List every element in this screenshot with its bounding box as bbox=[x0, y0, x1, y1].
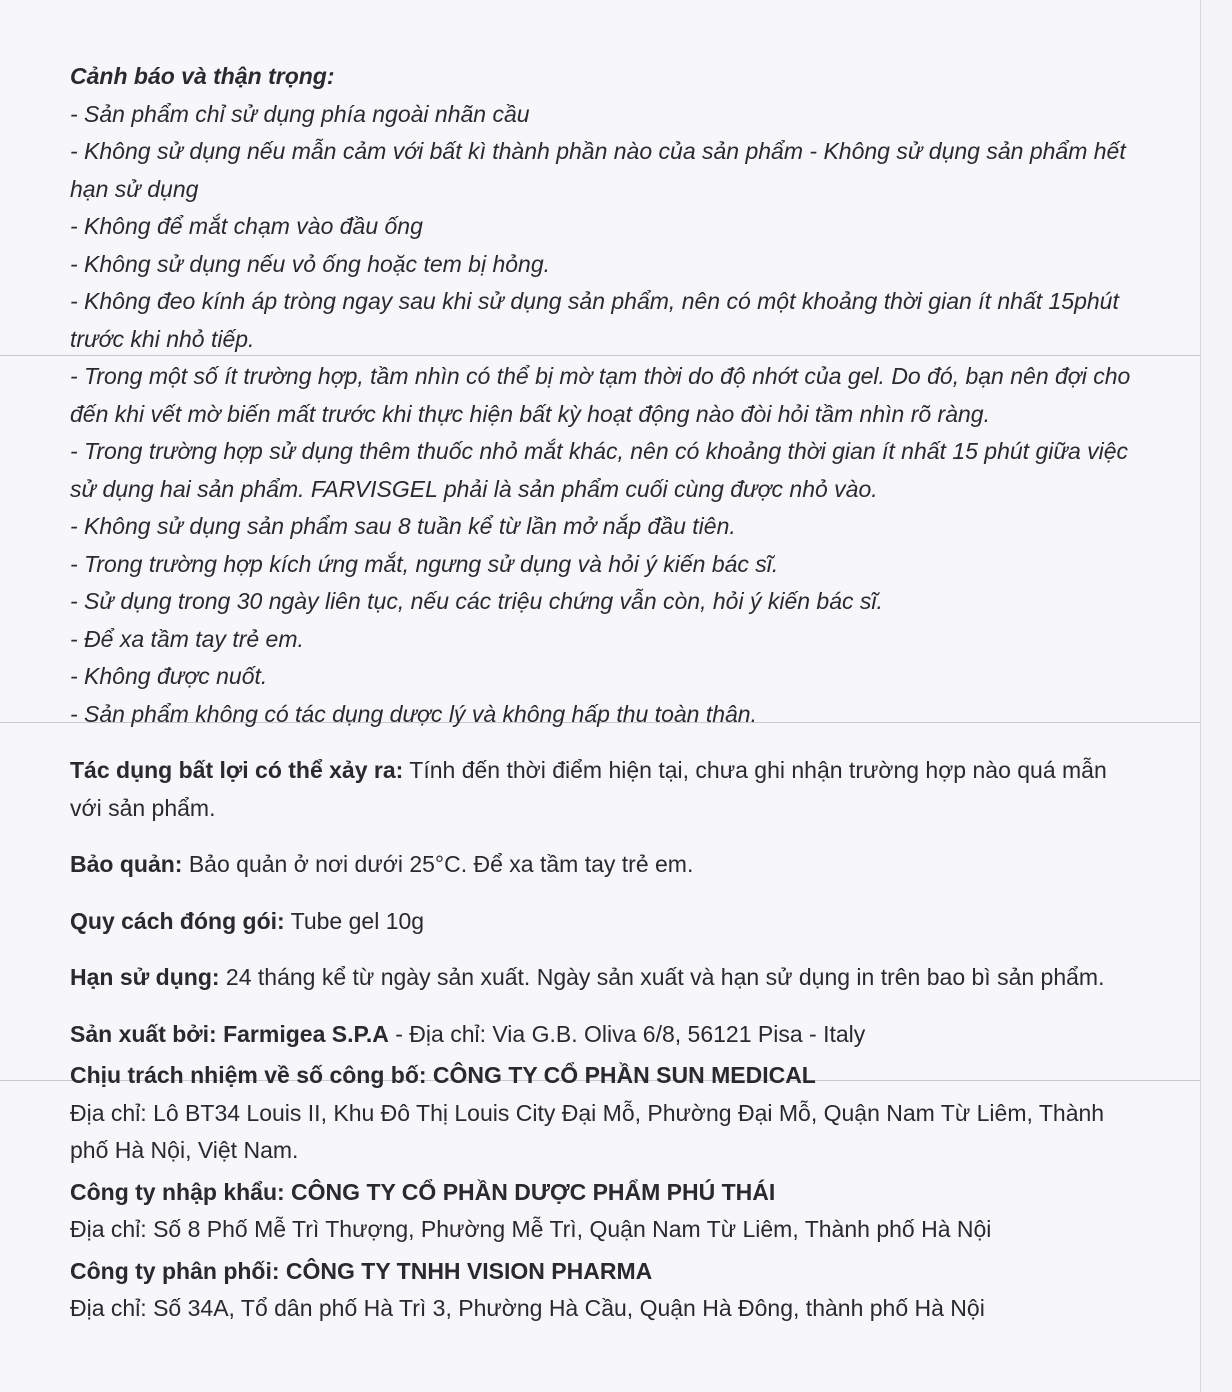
warning-item: - Trong một số ít trường hợp, tầm nhìn có thể bị mờ tạm thời do độ nhớt của gel. Do đó, bạn nên đợi cho đến khi vết mờ biến mất trước khi thực hiện bất kỳ hoạt động nào đòi hỏi tầm nhìn rõ ràng. bbox=[70, 363, 1131, 427]
expiry-text: 24 tháng kể từ ngày sản xuất. Ngày sản xuất và hạn sử dụng in trên bao bì sản phẩm. bbox=[219, 964, 1105, 990]
distributor-address: Địa chỉ: Số 34A, Tổ dân phố Hà Trì 3, Phường Hà Cầu, Quận Hà Đông, thành phố Hà Nội bbox=[70, 1295, 985, 1321]
importer-label: Công ty nhập khẩu: CÔNG TY CỔ PHẦN DƯỢC PHẨM PHÚ THÁI bbox=[70, 1178, 776, 1205]
warning-item: - Không để mắt chạm vào đầu ống bbox=[70, 213, 423, 239]
warnings-list bbox=[70, 96, 1140, 734]
manufacturer-section bbox=[70, 1016, 1140, 1054]
warnings-title: Cảnh báo và thận trọng: bbox=[70, 63, 335, 89]
manufacturer-text: - Địa chỉ: Via G.B. Oliva 6/8, 56121 Pisa - Italy bbox=[388, 1020, 866, 1047]
warning-item: - Không đeo kính áp tròng ngay sau khi sử dụng sản phẩm, nên có một khoảng thời gian ít nhất 15phút trước khi nhỏ tiếp. bbox=[70, 288, 1119, 352]
manufacturer-label: Sản xuất bởi: Farmigea S.P.A bbox=[70, 1020, 389, 1047]
warning-item: - Sản phẩm chỉ sử dụng phía ngoài nhãn cầu bbox=[70, 100, 530, 127]
leaflet-content bbox=[70, 58, 1140, 1328]
adverse-effects-section bbox=[70, 752, 1140, 827]
warning-item: - Trong trường hợp sử dụng thêm thuốc nhỏ mắt khác, nên có khoảng thời gian ít nhất 15 phút giữa việc sử dụng hai sản phẩm. FARVISGEL phải là sản phẩm cuối cùng được nhỏ vào. bbox=[70, 438, 1129, 502]
warning-item: - Không sử dụng nếu mẫn cảm với bất kì thành phần nào của sản phẩm - Không sử dụng sản phẩm hết hạn sử dụng bbox=[70, 138, 1126, 202]
warning-item: - Để xa tầm tay trẻ em. bbox=[70, 625, 304, 652]
expiry-section bbox=[70, 959, 1140, 997]
packaging-label: Quy cách đóng gói: bbox=[70, 907, 285, 934]
storage-text: Bảo quản ở nơi dưới 25°C. Để xa tầm tay trẻ em. bbox=[182, 851, 694, 877]
storage-label: Bảo quản: bbox=[70, 851, 183, 877]
responsible-section bbox=[70, 1057, 1140, 1170]
adverse-effects-label: Tác dụng bất lợi có thể xảy ra: bbox=[70, 757, 404, 783]
packaging-section bbox=[70, 903, 1140, 941]
importer-section bbox=[70, 1174, 1140, 1249]
responsible-label: Chịu trách nhiệm về số công bố: CÔNG TY CỔ PHẦN SUN MEDICAL bbox=[70, 1062, 816, 1088]
warning-item: - Không được nuốt. bbox=[70, 663, 268, 689]
warning-item: - Không sử dụng nếu vỏ ống hoặc tem bị hỏng. bbox=[70, 250, 551, 277]
warning-item: - Trong trường hợp kích ứng mắt, ngưng sử dụng và hỏi ý kiến bác sĩ. bbox=[70, 550, 779, 577]
importer-address: Địa chỉ: Số 8 Phố Mễ Trì Thượng, Phường Mễ Trì, Quận Nam Từ Liêm, Thành phố Hà Nội bbox=[70, 1216, 992, 1242]
expiry-label: Hạn sử dụng: bbox=[70, 964, 220, 990]
storage-section bbox=[70, 846, 1140, 884]
distributor-label: Công ty phân phối: CÔNG TY TNHH VISION PHARMA bbox=[70, 1257, 653, 1284]
responsible-address: Địa chỉ: Lô BT34 Louis II, Khu Đô Thị Louis City Đại Mỗ, Phường Đại Mỗ, Quận Nam Từ Liêm, Thành phố Hà Nội, Việt Nam. bbox=[70, 1099, 1105, 1163]
warning-item: - Không sử dụng sản phẩm sau 8 tuần kể từ lần mở nắp đầu tiên. bbox=[70, 513, 736, 539]
packaging-text: Tube gel 10g bbox=[284, 907, 425, 934]
adverse-effects-text: Tính đến thời điểm hiện tại, chưa ghi nhận trường hợp nào quá mẫn với sản phẩm. bbox=[70, 757, 1107, 821]
warning-item: - Sản phẩm không có tác dụng dược lý và không hấp thu toàn thân. bbox=[70, 700, 757, 727]
warning-item: - Sử dụng trong 30 ngày liên tục, nếu các triệu chứng vẫn còn, hỏi ý kiến bác sĩ. bbox=[70, 588, 883, 614]
distributor-section bbox=[70, 1253, 1140, 1328]
